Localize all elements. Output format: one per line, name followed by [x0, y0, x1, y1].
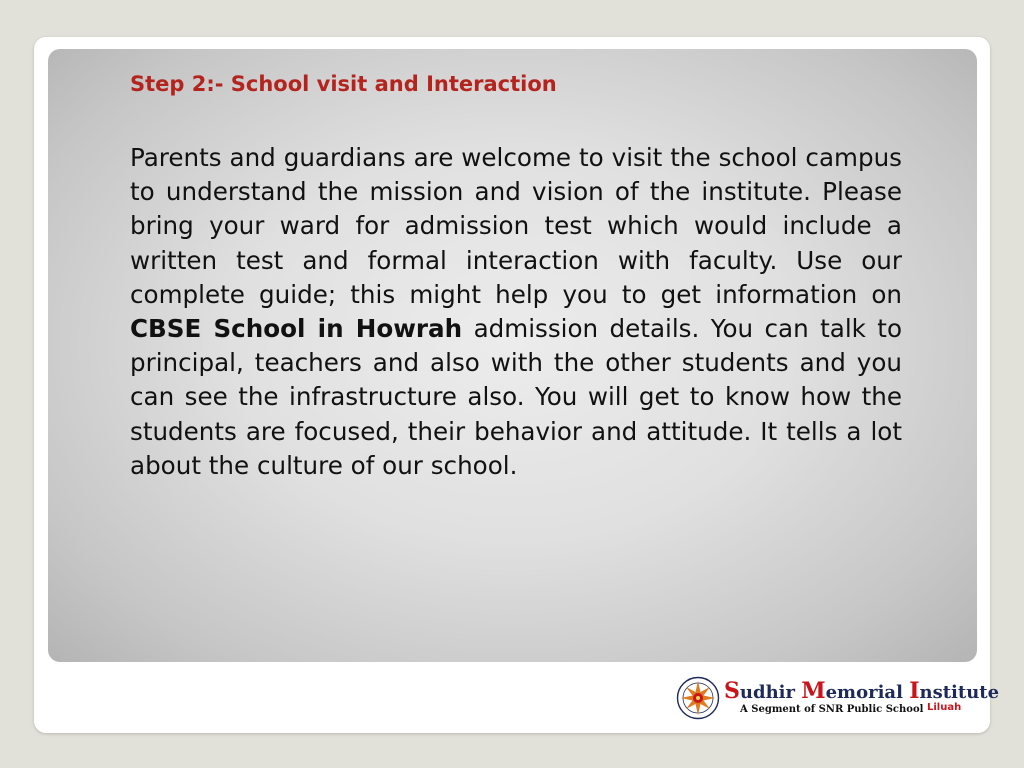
paragraph-text-end: admission details. You can talk to principal, teachers and also with the other students and you can see the infrastructure also. You will get to know how the students are focused, their behavior and attitude. It tells a lot about the culture of our school.: [130, 314, 902, 480]
logo-title-rest: udhir: [739, 682, 802, 703]
logo-title-cap: S: [724, 678, 740, 704]
logo-title: [724, 678, 999, 704]
slide-heading: Step 2:- School visit and Interaction: [130, 72, 557, 96]
institute-logo: [676, 676, 1000, 722]
logo-title-cap: I: [909, 678, 920, 704]
logo-title-rest: emorial: [825, 682, 910, 703]
paragraph-bold-link-text: CBSE School in Howrah: [130, 314, 463, 344]
paragraph-text-start: Parents and guardians are welcome to visit the school campus to understand the mission and vision of the institute. Please bring your ward for admission test which would include a written test and formal interaction with faculty. Use our complete guide; this might help you to get information on: [130, 143, 902, 309]
logo-title-cap: M: [801, 678, 826, 704]
logo-place: Liluah: [927, 702, 962, 713]
school-seal-icon: [676, 676, 720, 720]
slide-paragraph: [130, 141, 902, 483]
logo-title-rest: nstitute: [919, 682, 1000, 703]
logo-subtitle: A Segment of SNR Public School: [740, 704, 924, 715]
